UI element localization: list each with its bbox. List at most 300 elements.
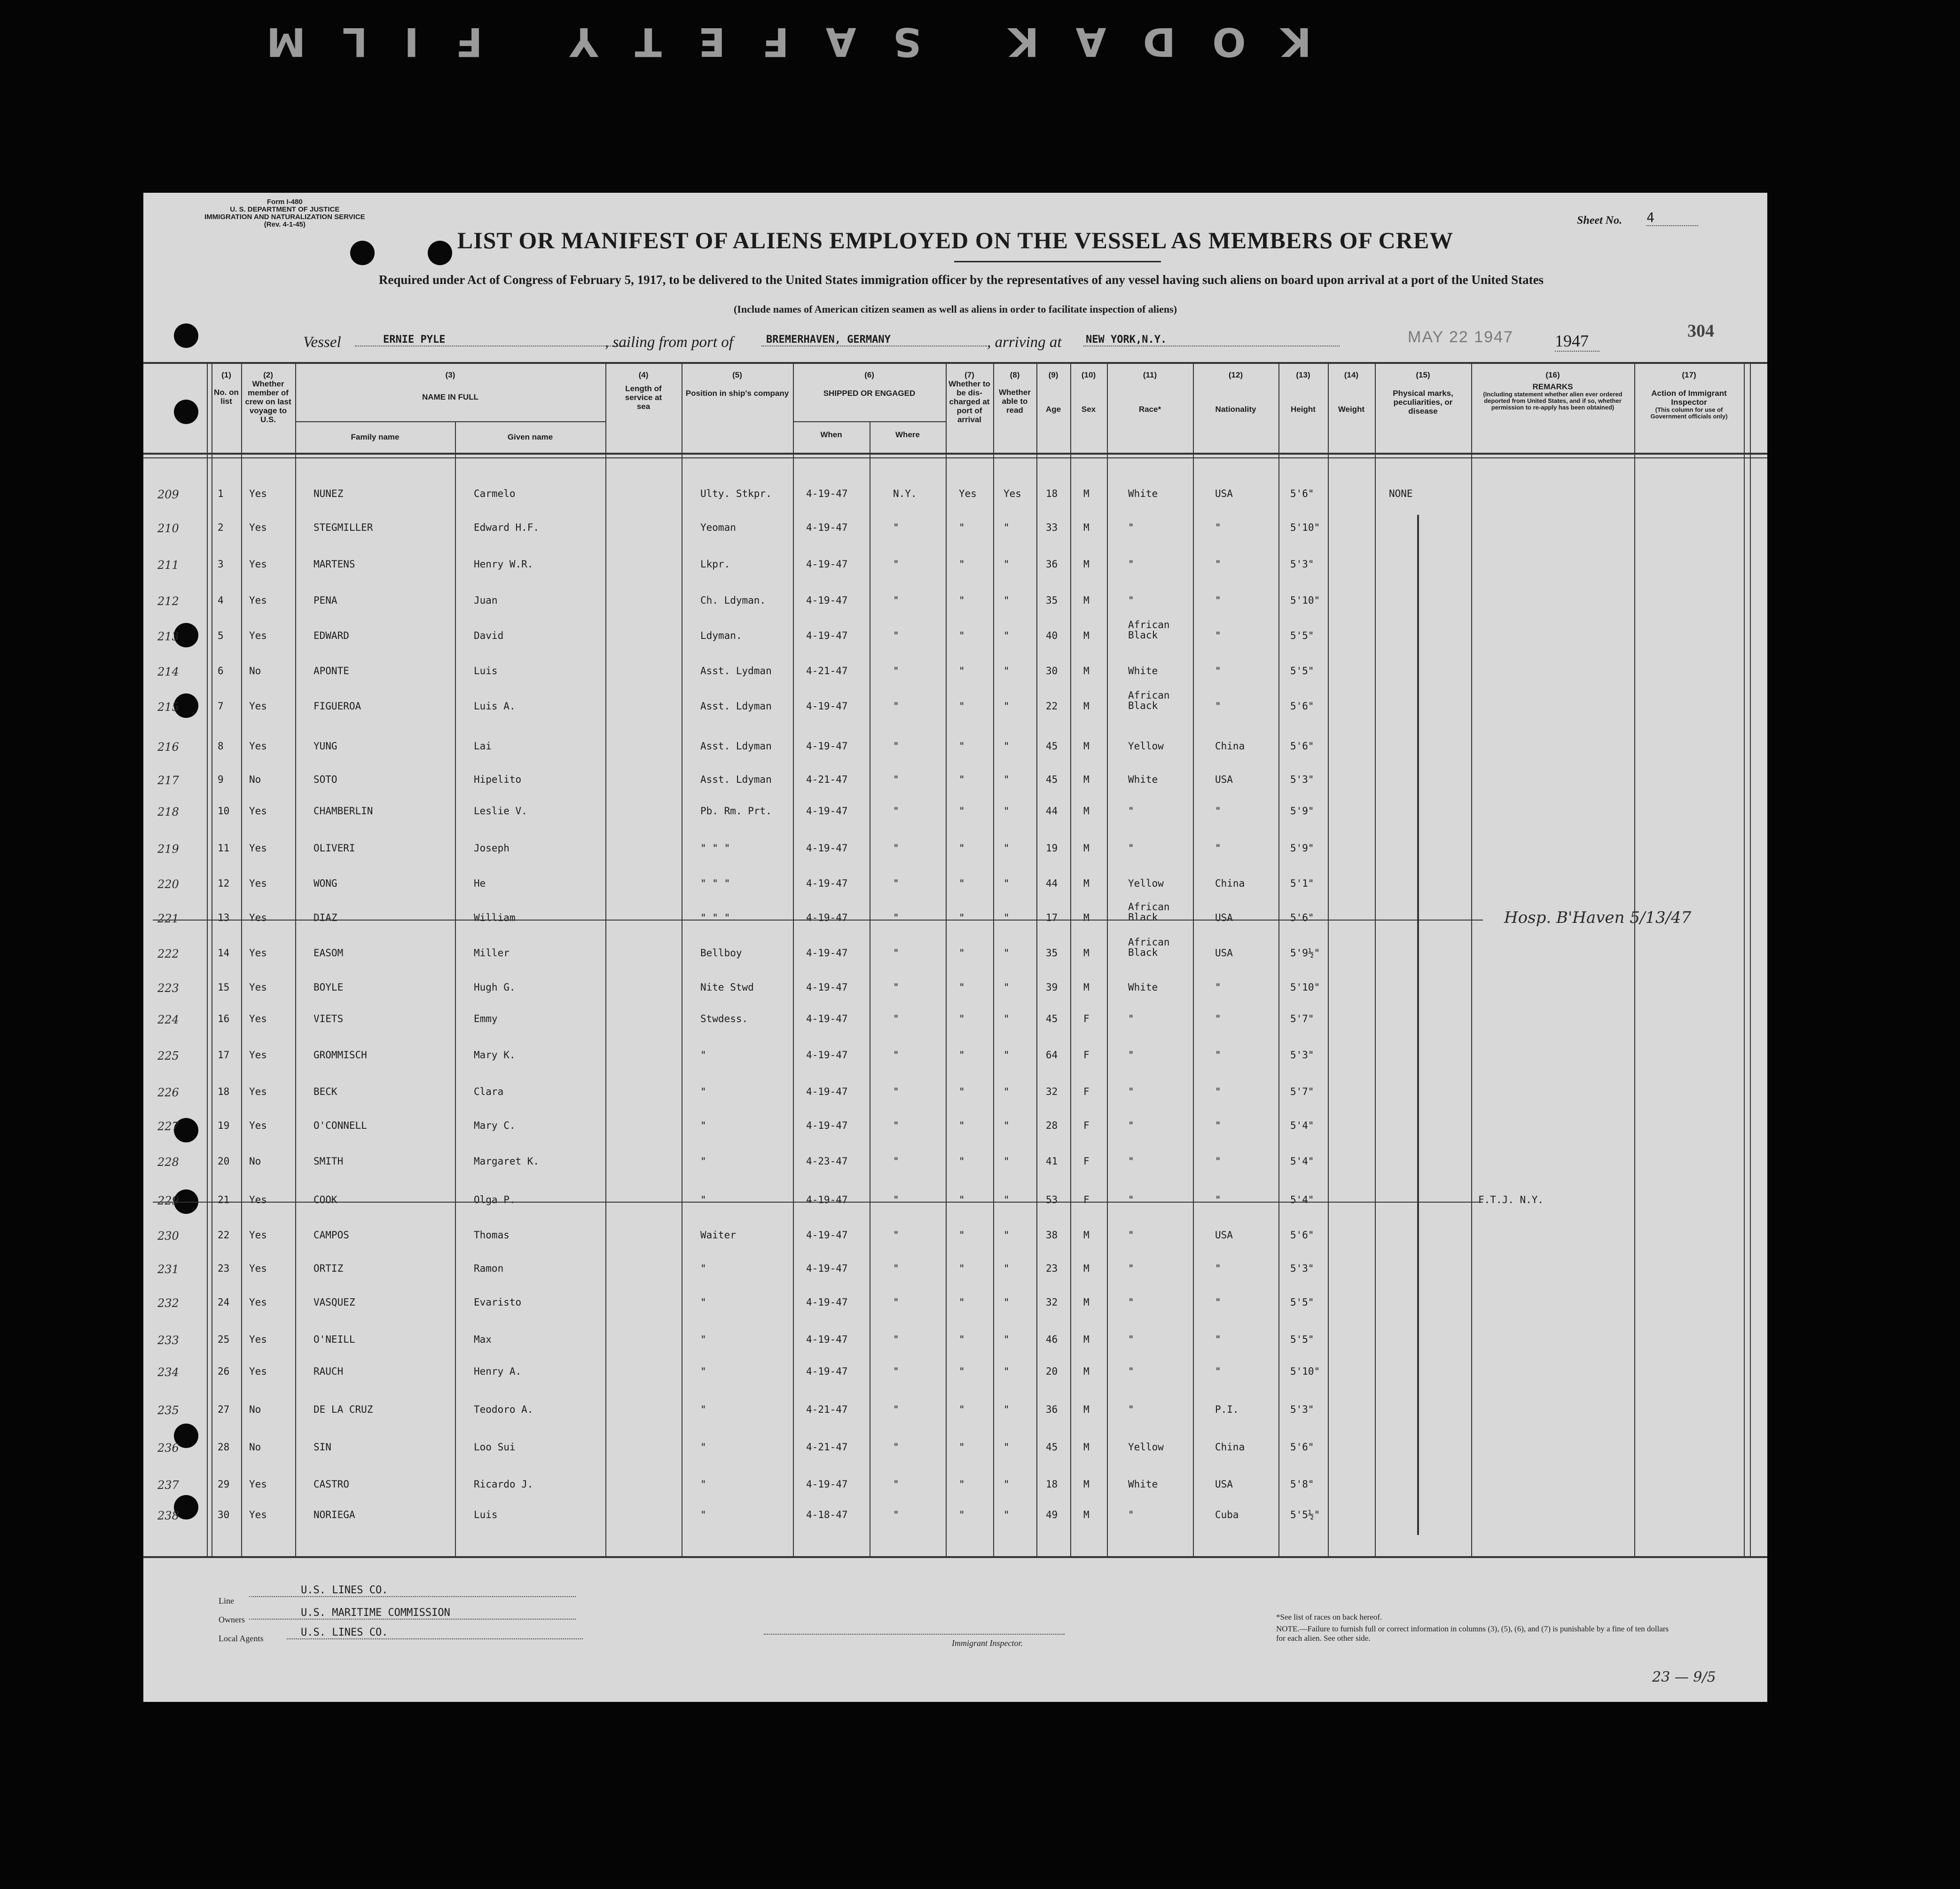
cell-list-number: 2 (218, 522, 224, 533)
col-header-shipped: (6) SHIPPED OR ENGAGED (823, 370, 916, 398)
cell-discharged: " (959, 1049, 965, 1061)
cell-height: 5'9" (1290, 842, 1314, 854)
cell-shipped-where: " (893, 1509, 899, 1520)
cell-list-number: 19 (218, 1120, 230, 1131)
cell-position: " (700, 1479, 706, 1490)
cell-shipped-where: N.Y. (893, 488, 917, 499)
cell-race: Yellow (1128, 1441, 1164, 1453)
cell-discharged: " (959, 1334, 965, 1345)
cell-shipped-where: " (893, 1013, 899, 1024)
cell-discharged: " (959, 1229, 965, 1241)
cell-sex: M (1083, 878, 1090, 889)
cell-age: 32 (1046, 1297, 1058, 1308)
cell-family-name: O'NEILL (314, 1334, 355, 1345)
cell-position: Asst. Ldyman (700, 774, 772, 785)
cell-family-name: YUNG (314, 740, 337, 752)
cell-shipped-when: 4-21-47 (806, 1404, 848, 1415)
cell-given-name: Luis (474, 665, 498, 677)
cell-family-name: STEGMILLER (314, 522, 373, 533)
cell-able-to-read: " (1004, 1194, 1010, 1205)
cell-nationality: " (1215, 1120, 1221, 1131)
cell-line-number: 210 (157, 522, 179, 535)
table-row (143, 1366, 1767, 1386)
cell-given-name: Max (474, 1334, 492, 1345)
cell-given-name: Miller (474, 947, 510, 959)
cell-list-number: 16 (218, 1013, 230, 1024)
col-header-family-name: Family name (351, 433, 400, 441)
cell-discharged: " (959, 912, 965, 923)
strike-line (153, 1202, 1483, 1203)
cell-discharged: " (959, 842, 965, 854)
cell-shipped-where: " (893, 1366, 899, 1377)
cell-family-name: MARTENS (314, 559, 355, 570)
table-row (143, 842, 1767, 863)
table-row (143, 740, 1767, 761)
cell-height: 5'4" (1290, 1156, 1314, 1167)
cell-shipped-where: " (893, 774, 899, 785)
cell-able-to-read: " (1004, 1086, 1010, 1097)
cell-able-to-read: " (1004, 1013, 1010, 1024)
line-value: U.S. LINES CO. (249, 1584, 576, 1597)
table-row (143, 665, 1767, 686)
cell-given-name: Edward H.F. (474, 522, 540, 533)
cell-sex: M (1083, 740, 1090, 752)
cell-previous-voyage: No (249, 1156, 261, 1167)
cell-family-name: O'CONNELL (314, 1120, 367, 1131)
cell-position: Ulty. Stkpr. (700, 488, 772, 499)
cell-shipped-where: " (893, 559, 899, 570)
cell-previous-voyage: Yes (249, 982, 267, 993)
cell-age: 45 (1046, 1441, 1058, 1453)
cell-nationality: " (1215, 630, 1221, 641)
cell-list-number: 9 (218, 774, 224, 785)
table-row (143, 1156, 1767, 1176)
cell-nationality: " (1215, 1049, 1221, 1061)
cell-physical-marks: NONE (1389, 488, 1413, 499)
sheet-no-label: Sheet No. (1577, 214, 1622, 227)
cell-sex: M (1083, 595, 1090, 606)
cell-age: 17 (1046, 912, 1058, 923)
cell-previous-voyage: Yes (249, 1120, 267, 1131)
cell-line-number: 236 (157, 1441, 179, 1455)
cell-previous-voyage: Yes (249, 947, 267, 959)
cell-shipped-when: 4-19-47 (806, 912, 848, 923)
cell-line-number: 230 (157, 1229, 179, 1243)
table-row (143, 559, 1767, 579)
cell-line-number: 235 (157, 1404, 179, 1417)
cell-sex: M (1083, 1404, 1090, 1415)
cell-race: African Black (1128, 901, 1170, 923)
cell-sex: M (1083, 522, 1090, 533)
cell-shipped-when: 4-19-47 (806, 1194, 848, 1205)
cell-shipped-where: " (893, 805, 899, 817)
table-row (143, 1297, 1767, 1317)
cell-list-number: 28 (218, 1441, 230, 1453)
cell-discharged: Yes (959, 488, 977, 499)
cell-able-to-read: " (1004, 1263, 1010, 1274)
cell-discharged: " (959, 878, 965, 889)
cell-nationality: " (1215, 1013, 1221, 1024)
cell-able-to-read: " (1004, 1049, 1010, 1061)
cell-previous-voyage: Yes (249, 878, 267, 889)
cell-shipped-when: 4-21-47 (806, 665, 848, 677)
cell-discharged: " (959, 1441, 965, 1453)
cell-family-name: CAMPOS (314, 1229, 349, 1241)
cell-list-number: 8 (218, 740, 224, 752)
cell-age: 39 (1046, 982, 1058, 993)
cell-able-to-read: " (1004, 1509, 1010, 1520)
cell-position: " (700, 1509, 706, 1520)
cell-height: 5'5" (1290, 1334, 1314, 1345)
table-top-rule (143, 362, 1767, 364)
cell-sex: M (1083, 774, 1090, 785)
cell-position: Lkpr. (700, 559, 730, 570)
punch-hole (174, 400, 198, 424)
cell-sex: F (1083, 1013, 1090, 1024)
cell-race: " (1128, 1013, 1134, 1024)
cell-shipped-when: 4-19-47 (806, 1366, 848, 1377)
cell-discharged: " (959, 1479, 965, 1490)
owners-value: U.S. MARITIME COMMISSION (249, 1607, 576, 1620)
cell-sex: F (1083, 1156, 1090, 1167)
cell-sex: M (1083, 630, 1090, 641)
cell-previous-voyage: Yes (249, 1086, 267, 1097)
cell-line-number: 213 (157, 630, 179, 643)
cell-able-to-read: " (1004, 774, 1010, 785)
table-row (143, 982, 1767, 1002)
cell-able-to-read: " (1004, 1334, 1010, 1345)
arriving-label: , arriving at (987, 334, 1062, 351)
cell-shipped-where: " (893, 1441, 899, 1453)
table-row (143, 1509, 1767, 1530)
cell-list-number: 20 (218, 1156, 230, 1167)
cell-previous-voyage: No (249, 1404, 261, 1415)
col-header-remarks: (16) REMARKS (Including statement whether alien ever ordered deported from United States, and if so, whether permission to re-apply has been obtained) (1483, 370, 1623, 411)
cell-age: 20 (1046, 1366, 1058, 1377)
cell-shipped-when: 4-19-47 (806, 1049, 848, 1061)
cell-line-number: 215 (157, 701, 179, 714)
table-row (143, 619, 1767, 651)
cell-age: 38 (1046, 1229, 1058, 1241)
cell-discharged: " (959, 1156, 965, 1167)
cell-age: 32 (1046, 1086, 1058, 1097)
cell-age: 45 (1046, 774, 1058, 785)
cell-shipped-when: 4-19-47 (806, 805, 848, 817)
manifest-sheet (143, 193, 1767, 1702)
cell-nationality: " (1215, 595, 1221, 606)
cell-sex: F (1083, 1120, 1090, 1131)
corner-note: 23 — 9/5 (1652, 1669, 1716, 1685)
cell-nationality: " (1215, 1086, 1221, 1097)
cell-line-number: 221 (157, 912, 179, 925)
cell-family-name: FIGUEROA (314, 701, 361, 712)
cell-given-name: Henry A. (474, 1366, 522, 1377)
cell-race: " (1128, 1049, 1134, 1061)
cell-previous-voyage: Yes (249, 1334, 267, 1345)
cell-family-name: CHAMBERLIN (314, 805, 373, 817)
cell-height: 5'6" (1290, 488, 1314, 499)
cell-given-name: Margaret K. (474, 1156, 540, 1167)
cell-line-number: 222 (157, 947, 179, 960)
col-header-nationality: (12) Nationality (1215, 370, 1256, 414)
cell-discharged: " (959, 701, 965, 712)
cell-discharged: " (959, 1509, 965, 1520)
col-header-sex: (10) Sex (1081, 370, 1096, 414)
cell-list-number: 4 (218, 595, 224, 606)
cell-given-name: Juan (474, 595, 498, 606)
cell-age: 30 (1046, 665, 1058, 677)
cell-sex: M (1083, 488, 1090, 499)
cell-given-name: Teodoro A. (474, 1404, 533, 1415)
cell-race: White (1128, 488, 1158, 499)
cell-able-to-read: " (1004, 595, 1010, 606)
cell-shipped-where: " (893, 630, 899, 641)
cell-height: 5'6" (1290, 740, 1314, 752)
col-header-position: (5) Position in ship's company (685, 370, 789, 398)
agents-label: Local Agents (219, 1634, 264, 1643)
cell-list-number: 13 (218, 912, 230, 923)
cell-position: " " " (700, 912, 730, 923)
cell-previous-voyage: Yes (249, 805, 267, 817)
cell-line-number: 218 (157, 805, 179, 819)
cell-line-number: 217 (157, 774, 179, 787)
cell-race: " (1128, 522, 1134, 533)
cell-height: 5'3" (1290, 1404, 1314, 1415)
cell-shipped-when: 4-21-47 (806, 1441, 848, 1453)
cell-position: Ch. Ldyman. (700, 595, 766, 606)
cell-line-number: 238 (157, 1509, 179, 1522)
cell-family-name: CASTRO (314, 1479, 349, 1490)
cell-previous-voyage: Yes (249, 1194, 267, 1205)
table-row (143, 522, 1767, 543)
cell-list-number: 3 (218, 559, 224, 570)
cell-shipped-where: " (893, 1263, 899, 1274)
cell-shipped-when: 4-19-47 (806, 947, 848, 959)
cell-shipped-where: " (893, 982, 899, 993)
cell-given-name: Luis (474, 1509, 498, 1520)
col-header-when: When (820, 430, 842, 439)
arriving-at-value: NEW YORK,N.Y. (1083, 334, 1340, 346)
table-row (143, 1086, 1767, 1107)
cell-family-name: EDWARD (314, 630, 349, 641)
table-header-rule-2 (143, 457, 1767, 458)
cell-age: 49 (1046, 1509, 1058, 1520)
cell-height: 5'5" (1290, 665, 1314, 677)
sailing-from-value: BREMERHAVEN, GERMANY (761, 334, 987, 346)
cell-age: 53 (1046, 1194, 1058, 1205)
cell-shipped-when: 4-19-47 (806, 1229, 848, 1241)
cell-sex: M (1083, 1509, 1090, 1520)
cell-shipped-when: 4-19-47 (806, 740, 848, 752)
cell-line-number: 233 (157, 1334, 179, 1347)
col-header-discharged: (7) Whether to be dis-charged at port of arrival (949, 370, 990, 424)
cell-race: White (1128, 1479, 1158, 1490)
cell-position: " " " (700, 878, 730, 889)
table-row (143, 1229, 1767, 1250)
cell-race: " (1128, 1404, 1134, 1415)
cell-given-name: Leslie V. (474, 805, 527, 817)
cell-given-name: Ramon (474, 1263, 504, 1274)
cell-position: " (700, 1404, 706, 1415)
cell-shipped-where: " (893, 1156, 899, 1167)
cell-height: 5'5" (1290, 630, 1314, 641)
cell-previous-voyage: Yes (249, 701, 267, 712)
cell-given-name: Mary K. (474, 1049, 516, 1061)
cell-sex: M (1083, 1334, 1090, 1345)
cell-race: White (1128, 982, 1158, 993)
cell-shipped-where: " (893, 1404, 899, 1415)
cell-previous-voyage: Yes (249, 1479, 267, 1490)
cell-list-number: 14 (218, 947, 230, 959)
cell-family-name: BECK (314, 1086, 337, 1097)
cell-shipped-when: 4-19-47 (806, 1479, 848, 1490)
cell-discharged: " (959, 740, 965, 752)
cell-height: 5'7" (1290, 1086, 1314, 1097)
cell-shipped-when: 4-19-47 (806, 595, 848, 606)
col-header-weight: (14) Weight (1338, 370, 1365, 414)
cell-nationality: " (1215, 522, 1221, 533)
cell-shipped-when: 4-19-47 (806, 1086, 848, 1097)
cell-race: " (1128, 1229, 1134, 1241)
table-row (143, 901, 1767, 933)
cell-discharged: " (959, 595, 965, 606)
cell-previous-voyage: Yes (249, 630, 267, 641)
cell-sex: M (1083, 1297, 1090, 1308)
cell-able-to-read: " (1004, 912, 1010, 923)
cell-shipped-where: " (893, 1479, 899, 1490)
races-note: *See list of races on back hereof. (1276, 1613, 1382, 1621)
cell-age: 22 (1046, 701, 1058, 712)
cell-age: 18 (1046, 488, 1058, 499)
cell-list-number: 25 (218, 1334, 230, 1345)
cell-family-name: VASQUEZ (314, 1297, 355, 1308)
cell-previous-voyage: No (249, 1441, 261, 1453)
cell-family-name: WONG (314, 878, 337, 889)
year-value: 1947 (1555, 331, 1599, 352)
cell-shipped-when: 4-19-47 (806, 1297, 848, 1308)
cell-list-number: 23 (218, 1263, 230, 1274)
cell-list-number: 29 (218, 1479, 230, 1490)
cell-position: " (700, 1049, 706, 1061)
cell-position: " " " (700, 842, 730, 854)
cell-position: Waiter (700, 1229, 736, 1241)
cell-list-number: 30 (218, 1509, 230, 1520)
cell-age: 19 (1046, 842, 1058, 854)
cell-nationality: USA (1215, 947, 1233, 959)
cell-race: " (1128, 1194, 1134, 1205)
table-row (143, 595, 1767, 615)
cell-height: 5'4" (1290, 1120, 1314, 1131)
cell-nationality: USA (1215, 1479, 1233, 1490)
cell-family-name: ORTIZ (314, 1263, 344, 1274)
cell-race: " (1128, 805, 1134, 817)
cell-race: " (1128, 1086, 1134, 1097)
cell-nationality: " (1215, 1194, 1221, 1205)
cell-family-name: SIN (314, 1441, 331, 1453)
cell-line-number: 232 (157, 1297, 179, 1310)
cell-list-number: 11 (218, 842, 230, 854)
strike-line (153, 920, 1483, 921)
cell-shipped-when: 4-19-47 (806, 701, 848, 712)
cell-nationality: China (1215, 1441, 1245, 1453)
col-header-able-read: (8) Whether able to read (999, 370, 1031, 415)
cell-sex: M (1083, 665, 1090, 677)
vessel-value: ERNIE PYLE (355, 334, 627, 346)
cell-discharged: " (959, 1366, 965, 1377)
cell-sex: M (1083, 1479, 1090, 1490)
cell-sex: M (1083, 1366, 1090, 1377)
cell-race: " (1128, 1156, 1134, 1167)
cell-discharged: " (959, 1263, 965, 1274)
cell-shipped-where: " (893, 878, 899, 889)
cell-race: " (1128, 1334, 1134, 1345)
cell-race: " (1128, 1120, 1134, 1131)
cell-list-number: 1 (218, 488, 224, 499)
cell-shipped-when: 4-18-47 (806, 1509, 848, 1520)
cell-discharged: " (959, 1013, 965, 1024)
cell-given-name: Ricardo J. (474, 1479, 533, 1490)
cell-able-to-read: " (1004, 522, 1010, 533)
cell-previous-voyage: Yes (249, 522, 267, 533)
cell-shipped-where: " (893, 842, 899, 854)
inspector-signature-line (764, 1634, 1065, 1635)
cell-family-name: OLIVERI (314, 842, 355, 854)
cell-shipped-when: 4-19-47 (806, 1120, 848, 1131)
cell-height: 5'3" (1290, 1049, 1314, 1061)
cell-given-name: Luis A. (474, 701, 516, 712)
table-row (143, 1441, 1767, 1462)
cell-discharged: " (959, 630, 965, 641)
cell-sex: M (1083, 912, 1090, 923)
page-number: 304 (1687, 321, 1714, 341)
cell-shipped-when: 4-19-47 (806, 1334, 848, 1345)
cell-able-to-read: " (1004, 1297, 1010, 1308)
cell-shipped-when: 4-19-47 (806, 559, 848, 570)
cell-position: " (700, 1334, 706, 1345)
line-label: Line (219, 1596, 234, 1606)
cell-shipped-when: 4-19-47 (806, 630, 848, 641)
cell-given-name: Evaristo (474, 1297, 522, 1308)
cell-age: 35 (1046, 947, 1058, 959)
cell-nationality: USA (1215, 774, 1233, 785)
cell-sex: M (1083, 1441, 1090, 1453)
cell-list-number: 27 (218, 1404, 230, 1415)
cell-previous-voyage: Yes (249, 559, 267, 570)
cell-height: 5'5½" (1290, 1509, 1320, 1520)
cell-given-name: William (474, 912, 516, 923)
cell-list-number: 18 (218, 1086, 230, 1097)
cell-sex: M (1083, 1263, 1090, 1274)
cell-age: 44 (1046, 805, 1058, 817)
cell-position: " (700, 1441, 706, 1453)
cell-given-name: Lai (474, 740, 492, 752)
table-row (143, 1194, 1767, 1215)
cell-race: Yellow (1128, 740, 1164, 752)
cell-family-name: PENA (314, 595, 337, 606)
cell-height: 5'6" (1290, 1229, 1314, 1241)
cell-able-to-read: Yes (1004, 488, 1021, 499)
cell-nationality: " (1215, 559, 1221, 570)
cell-nationality: China (1215, 878, 1245, 889)
cell-previous-voyage: Yes (249, 912, 267, 923)
table-row (143, 690, 1767, 721)
cell-line-number: 223 (157, 982, 179, 995)
cell-position: Nite Stwd (700, 982, 754, 993)
cell-sex: F (1083, 1194, 1090, 1205)
cell-able-to-read: " (1004, 842, 1010, 854)
cell-list-number: 17 (218, 1049, 230, 1061)
cell-race: " (1128, 595, 1134, 606)
